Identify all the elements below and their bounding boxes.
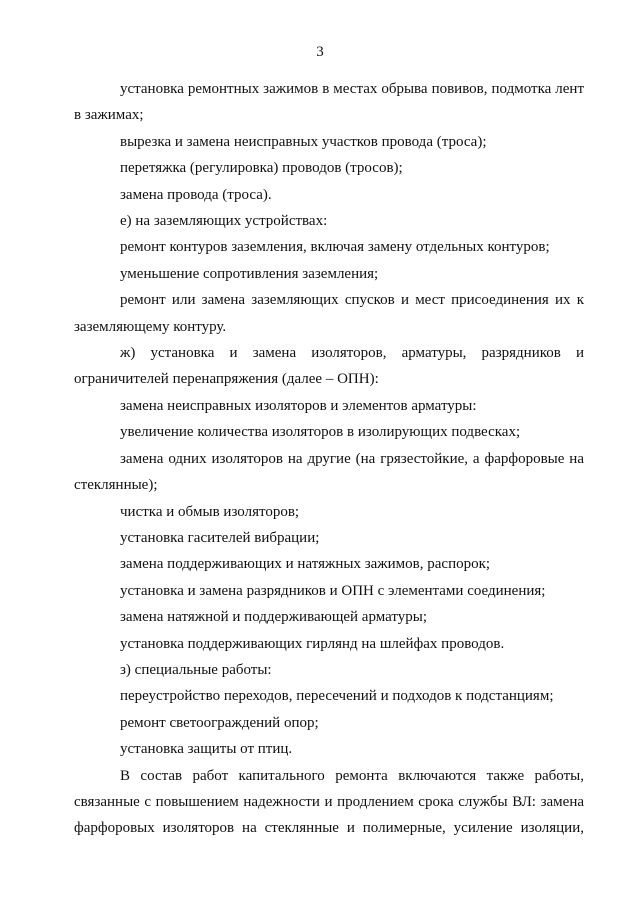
paragraph: замена натяжной и поддерживающей арматуры; [120,609,428,626]
paragraph: увеличение количества изоляторов в изолирующих подвесках; [120,424,521,441]
paragraph: замена неисправных изоляторов и элементов арматуры: [120,397,477,414]
section-heading-e: е) на заземляющих устройствах: [120,213,328,230]
paragraph: чистка и обмыв изоляторов; [120,503,300,520]
paragraph: замена поддерживающих и натяжных зажимов, распорок; [120,556,491,573]
paragraph: установка ремонтных зажимов в местах обрыва повивов, подмотка лент в зажимах; [74,81,584,124]
paragraph: переустройство переходов, пересечений и подходов к подстанциям; [120,688,554,705]
paragraph: уменьшение сопротивления заземления; [120,265,379,282]
paragraph: замена одних изоляторов на другие (на грязестойкие, а фарфоровые на стеклянные); [74,450,584,494]
paragraph: установка поддерживающих гирлянд на шлейфах проводов. [120,635,505,652]
section-heading-z: з) специальные работы: [120,661,272,678]
paragraph: перетяжка (регулировка) проводов (тросов); [120,160,403,177]
section-heading-zh: ж) установка и замена изоляторов, арматуры, разрядников и ограничителей перенапряжения (далее – ОПН): [74,345,584,388]
paragraph: ремонт светоограждений опор; [120,714,319,731]
paragraph: ремонт контуров заземления, включая замену отдельных контуров; [120,239,550,256]
paragraph: ремонт или замена заземляющих спусков и мест присоединения их к заземляющему контуру. [74,292,584,335]
paragraph: установка гасителей вибрации; [120,529,320,546]
page-number: 3 [316,44,324,60]
paragraph: замена провода (троса). [120,186,272,203]
paragraph: вырезка и замена неисправных участков провода (троса); [120,133,487,150]
paragraph: установка и замена разрядников и ОПН с элементами соединения; [120,582,546,599]
paragraph-final: В состав работ капитального ремонта включаются также работы, связанные с повышением надежности и продлением срока службы ВЛ: замена фарфоровых изоляторов на стеклянные и полимерные, усиление изоляции, [74,767,584,837]
document-body [74,76,584,842]
paragraph: установка защиты от птиц. [120,741,293,758]
